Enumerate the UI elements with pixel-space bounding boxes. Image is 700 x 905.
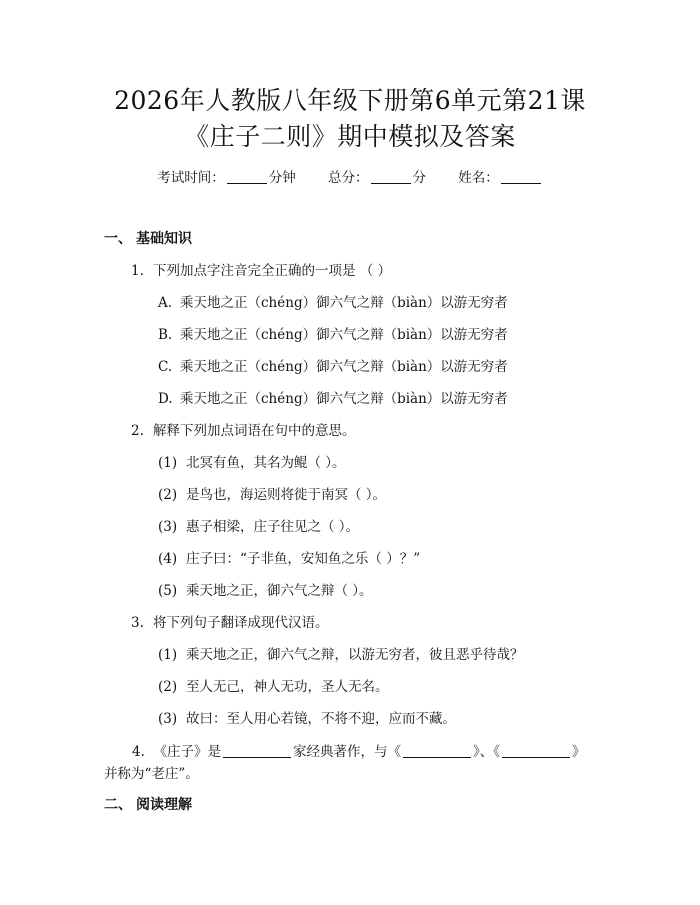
section-number: 二、 [104, 797, 132, 813]
sub-item-text: 故曰：至人用心若镜，不将不迎，应而不藏。 [186, 711, 456, 727]
sub-item [158, 677, 389, 697]
option-b [158, 325, 508, 345]
sub-item-number: (3) [158, 711, 178, 727]
q4-blank-2[interactable] [403, 743, 471, 758]
exam-name-blank[interactable] [501, 169, 541, 184]
question-number: 1. [131, 263, 144, 279]
option-d [158, 389, 508, 409]
sub-item [158, 549, 420, 569]
option-text: 乘天地之正（chéng）御六气之辩（biàn）以游无穷者 [180, 391, 508, 407]
question-stem: 将下列句子翻译成现代汉语。 [153, 615, 329, 631]
page-title-line2: 《庄子二则》期中模拟及答案 [184, 122, 516, 151]
option-text: 乘天地之正（chéng）御六气之辩（biàn）以游无穷者 [180, 327, 508, 343]
section-heading [104, 795, 192, 815]
q4-blank-1[interactable] [223, 743, 291, 758]
exam-info-row [0, 168, 700, 188]
option-c [158, 357, 508, 377]
sub-item [158, 709, 456, 729]
sub-item-text: 乘天地之正，御六气之辩，以游无穷者，彼且恶乎待哉？ [186, 647, 524, 663]
sub-item-text: 是鸟也，海运则将徙于南冥（ ）。 [186, 487, 387, 503]
question-3 [131, 613, 329, 633]
question-2 [131, 421, 356, 441]
q4-text-4: 》 [571, 744, 586, 760]
sub-item-text: 北冥有鱼，其名为鲲（ ）。 [186, 455, 346, 471]
exam-time [157, 168, 296, 188]
q4-text-2: 家经典著作，与《 [292, 744, 401, 760]
question-number: 3. [131, 615, 144, 631]
sub-item [158, 453, 346, 473]
sub-item [158, 645, 524, 665]
question-stem: 解释下列加点词语在句中的意思。 [153, 423, 356, 439]
exam-score-blank[interactable] [371, 169, 411, 184]
question-stem: 下列加点字注音完全正确的一项是 （ ） [153, 263, 392, 279]
sub-item-number: (1) [158, 647, 178, 663]
sub-item [158, 485, 386, 505]
exam-name-label: 姓名： [458, 170, 499, 186]
exam-time-unit: 分钟 [268, 170, 296, 186]
sub-item-text: 惠子相梁，庄子往见之（ ）。 [186, 519, 360, 535]
option-letter: A. [158, 295, 173, 311]
section-heading [104, 229, 192, 249]
sub-item-number: (1) [158, 455, 178, 471]
exam-time-label: 考试时间： [157, 170, 225, 186]
question-1 [131, 261, 391, 281]
sub-item [158, 517, 359, 537]
sub-item-text: 庄子曰：“子非鱼，安知鱼之乐（ ）？” [186, 551, 421, 567]
sub-item-text: 至人无己，神人无功，圣人无名。 [186, 679, 389, 695]
q4-text-3: 》、《 [472, 744, 500, 760]
q4-text-1: 《庄子》是 [153, 744, 221, 760]
q4-text-5: 并称为“老庄”。 [104, 766, 199, 782]
option-text: 乘天地之正（chéng）御六气之辩（biàn）以游无穷者 [180, 359, 508, 375]
section-number: 一、 [104, 231, 132, 247]
sub-item [158, 581, 373, 601]
sub-item-number: (2) [158, 679, 178, 695]
option-letter: C. [158, 359, 173, 375]
option-text: 乘天地之正（chéng）御六气之辩（biàn）以游无穷者 [180, 295, 508, 311]
section-title: 基础知识 [136, 231, 192, 247]
question-4 [104, 741, 604, 785]
option-a [158, 293, 508, 313]
section-title: 阅读理解 [136, 797, 192, 813]
exam-score-label: 总分： [328, 170, 369, 186]
sub-item-text: 乘天地之正，御六气之辩（ ）。 [186, 583, 373, 599]
exam-score-unit: 分 [412, 170, 426, 186]
option-letter: B. [158, 327, 173, 343]
sub-item-number: (3) [158, 519, 178, 535]
sub-item-number: (2) [158, 487, 178, 503]
question-number: 4. [132, 744, 145, 760]
sub-item-number: (4) [158, 551, 178, 567]
sub-item-number: (5) [158, 583, 178, 599]
exam-score [328, 168, 426, 188]
q4-blank-3[interactable] [502, 743, 570, 758]
question-number: 2. [131, 423, 144, 439]
exam-time-blank[interactable] [227, 169, 267, 184]
option-letter: D. [158, 391, 173, 407]
exam-name [458, 168, 543, 188]
page-title-line1: 2026年人教版八年级下册第6单元第21课 [114, 86, 586, 115]
